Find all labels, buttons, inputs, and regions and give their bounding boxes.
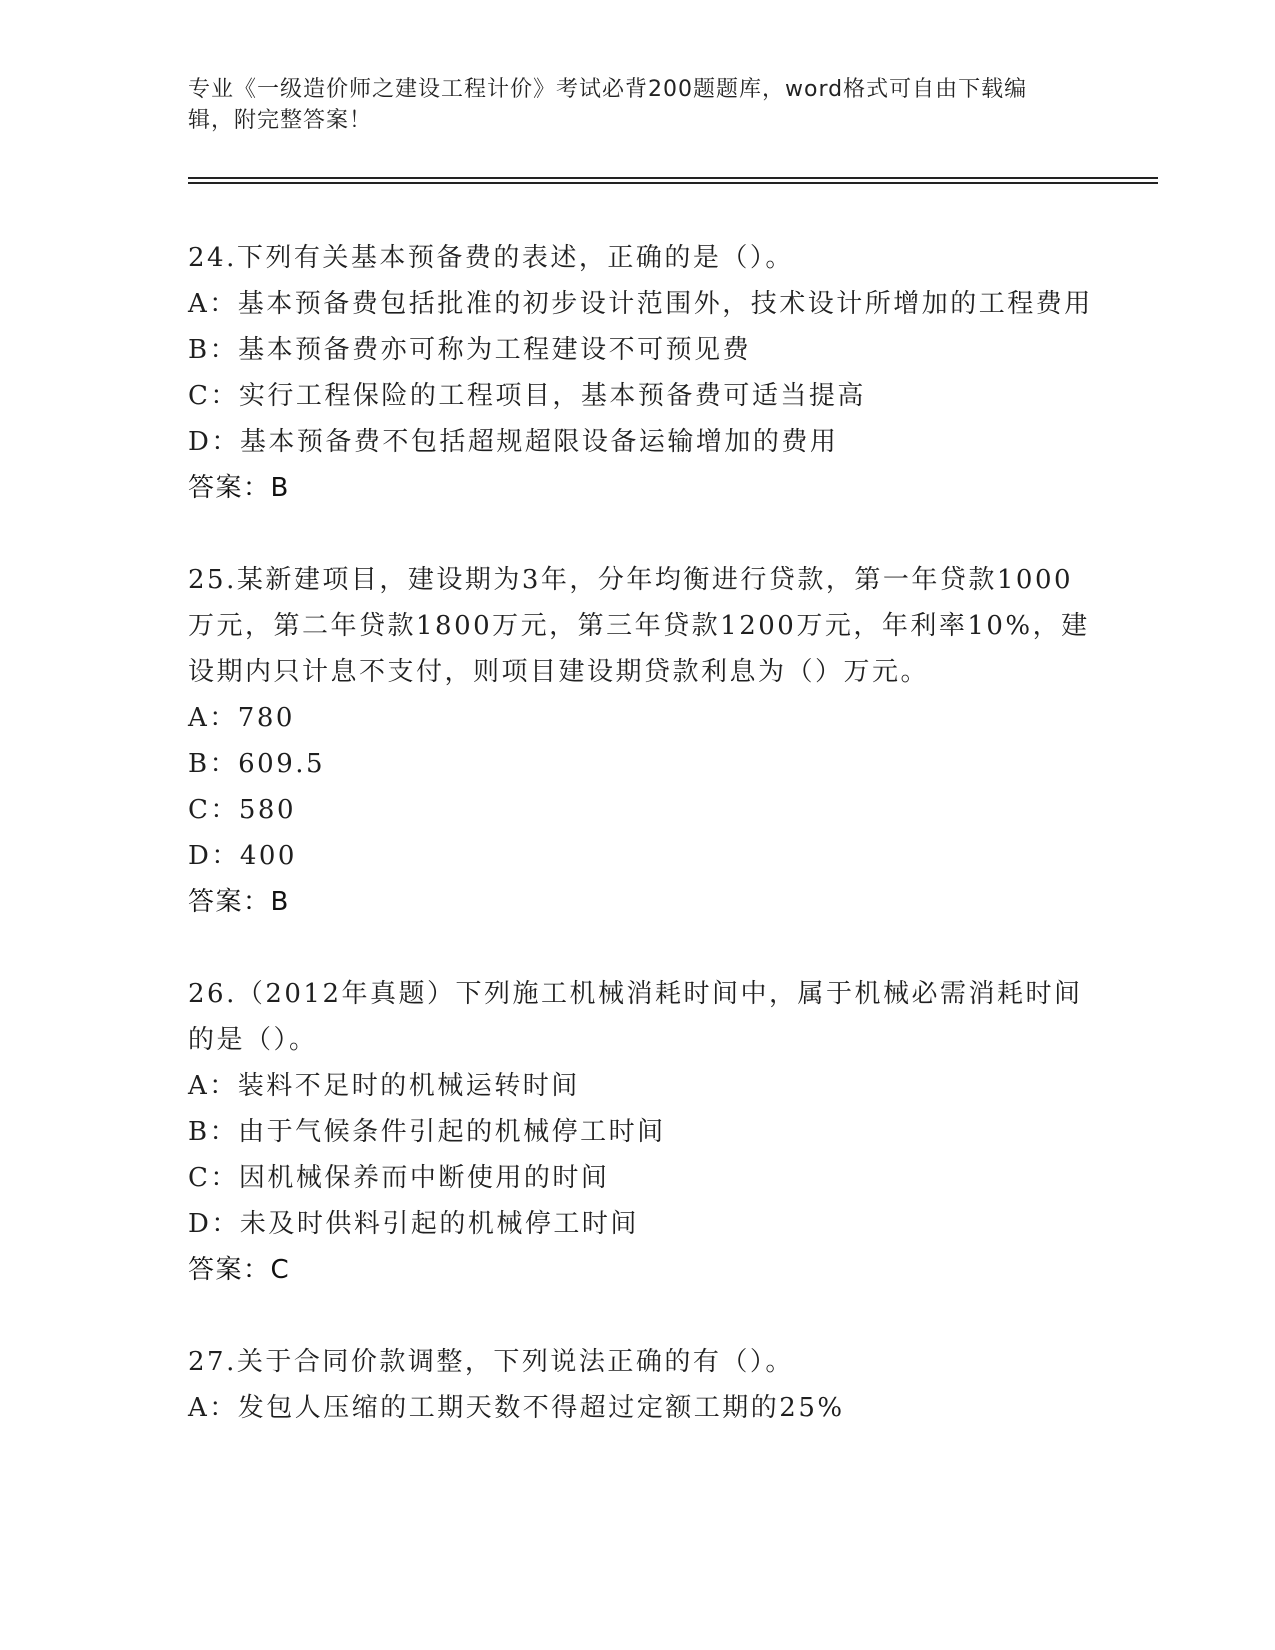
question-24 [188, 235, 1098, 511]
option-b: B：由于气候条件引起的机械停工时间 [188, 1117, 666, 1147]
answer-label: 答案：C [188, 1255, 291, 1285]
question-stem: 27.关于合同价款调整，下列说法正确的有（）。 [188, 1347, 794, 1377]
question-26 [188, 971, 1098, 1293]
question-25 [188, 557, 1098, 925]
answer-label: 答案：B [188, 887, 290, 917]
option-b: B：基本预备费亦可称为工程建设不可预见费 [188, 335, 752, 365]
option-d: D：未及时供料引起的机械停工时间 [188, 1209, 639, 1239]
question-list [188, 235, 1098, 1477]
question-27 [188, 1339, 1098, 1431]
option-a: A：装料不足时的机械运转时间 [188, 1071, 580, 1101]
option-c: C：实行工程保险的工程项目，基本预备费可适当提高 [188, 381, 866, 411]
option-d: D：基本预备费不包括超规超限设备运输增加的费用 [188, 427, 839, 457]
option-a: A：基本预备费包括批准的初步设计范围外，技术设计所增加的工程费用 [188, 289, 1093, 319]
question-stem: 24.下列有关基本预备费的表述，正确的是（）。 [188, 243, 794, 273]
document-header: 专业《一级造价师之建设工程计价》考试必背200题题库，word格式可自由下载编辑，附完整答案！ [188, 77, 1028, 133]
option-a: A：780 [188, 703, 295, 733]
option-c: C：因机械保养而中断使用的时间 [188, 1163, 610, 1193]
header-divider-top [188, 177, 1158, 179]
option-c: C：580 [188, 795, 297, 825]
option-b: B：609.5 [188, 749, 326, 779]
option-a: A：发包人压缩的工期天数不得超过定额工期的25% [188, 1393, 845, 1423]
question-stem: 25.某新建项目，建设期为3年，分年均衡进行贷款，第一年贷款1000万元，第二年贷款1800万元，第三年贷款1200万元，年利率10%，建设期内只计息不支付，则项目建设期贷款利息为（）万元。 [188, 565, 1090, 687]
question-stem: 26.（2012年真题）下列施工机械消耗时间中，属于机械必需消耗时间的是（）。 [188, 979, 1083, 1055]
option-d: D：400 [188, 841, 297, 871]
answer-label: 答案：B [188, 473, 290, 503]
header-divider-bottom [188, 182, 1158, 184]
